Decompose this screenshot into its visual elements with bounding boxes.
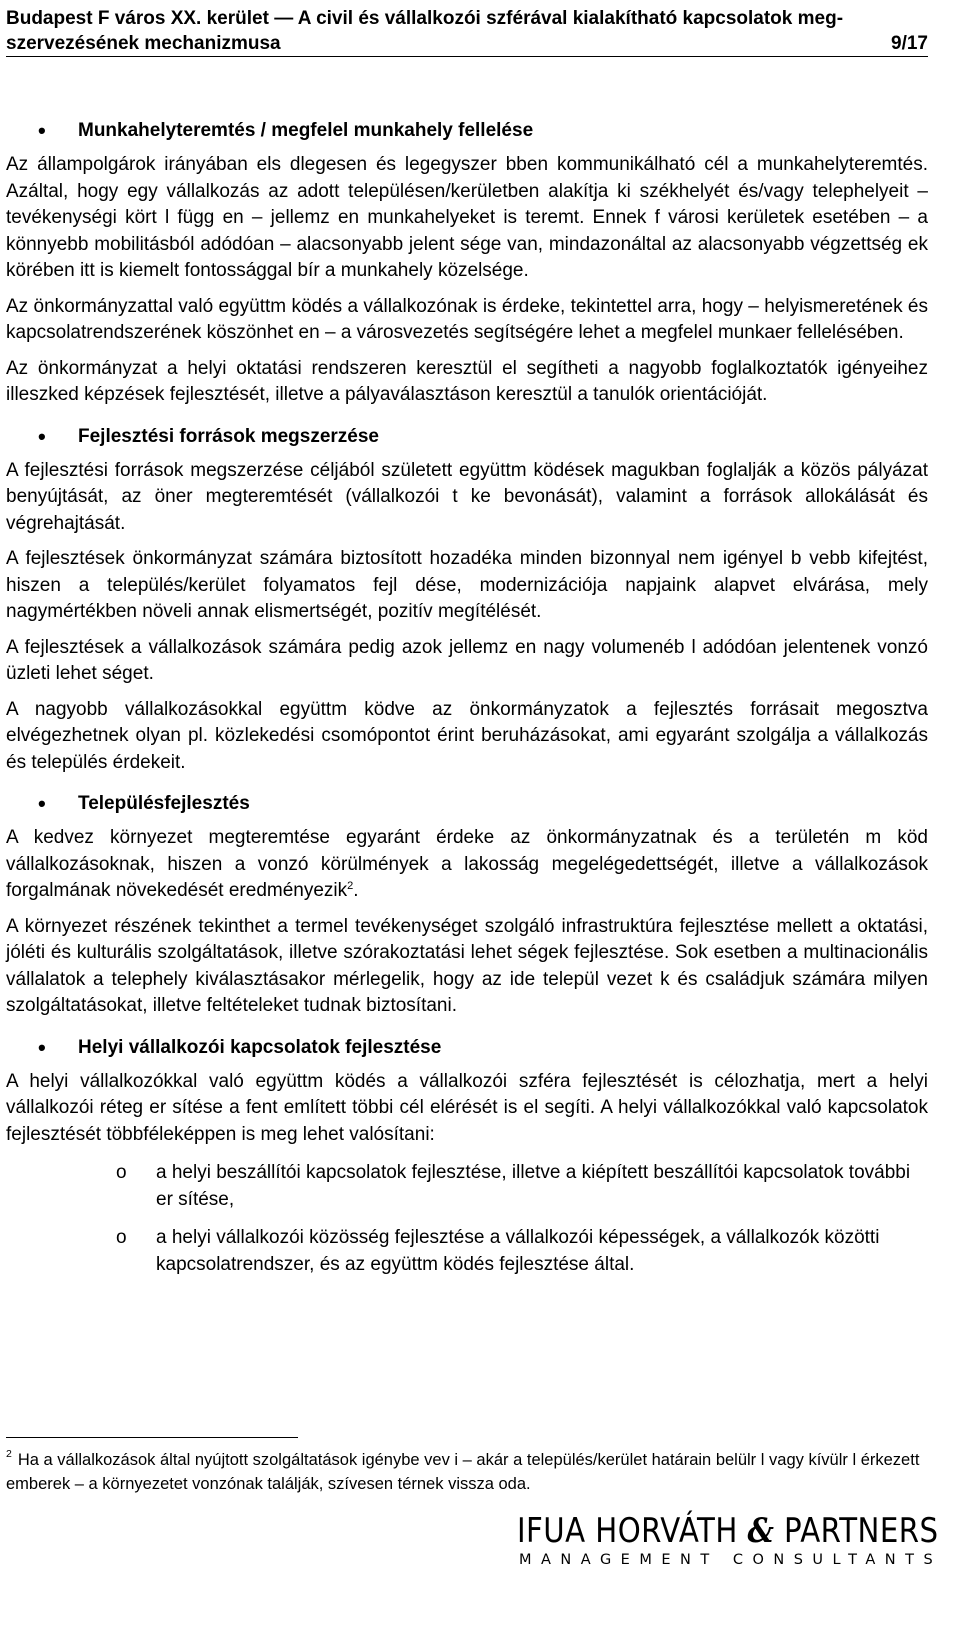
logo-ampersand: & (747, 1511, 775, 1551)
paragraph: A fejlesztések a vállalkozások számára pedig azok jellemz en nagy volumenéb l adódóan jelentenek vonzó üzleti lehet séget. (6, 636, 928, 684)
logo-name-part2: PARTNERS (774, 1511, 939, 1551)
page-number: 9/17 (891, 33, 928, 54)
section-heading (6, 423, 928, 451)
header-divider (6, 56, 928, 57)
section-heading-text: Munkahelyteremtés / megfelel munkahely fellelése (78, 120, 534, 141)
paragraph: Az önkormányzat a helyi oktatási rendszeren keresztül el segítheti a nagyobb foglalkoztatók igényeihez illeszked képzések fejlesztését, illetve a pályaválasztáson keresztül a tanulók orientációját. (6, 357, 928, 405)
paragraph: A fejlesztési források megszerzése céljából született együttm ködések magukban foglalják a közös pályázat benyújtását, az öner megteremtését (vállalkozói t ke bevonását), valamint a források allokálását és végrehajtását. (6, 459, 928, 534)
list-item (6, 1160, 928, 1213)
footnote-text: Ha a vállalkozások által nyújtott szolgáltatások igénybe vev i – akár a település/kerület határain belülr l vagy kívülr l érkezett emberek – a környezetet vonzónak találják, szívesen térnek vissza oda. (6, 1451, 920, 1493)
paragraph: A helyi vállalkozókkal való együttm ködés a vállalkozói szféra fejlesztését is célozhatja, mert a helyi vállalkozói réteg er sítése a fent említett többi cél elérését is el segíti. A helyi vállalkozókkal való kapcsolatok fejlesztését többféleképpen is meg lehet valósítani: (6, 1070, 928, 1145)
logo-name-part1: IFUA HORVÁTH (517, 1511, 748, 1551)
section-heading (6, 1034, 928, 1062)
paragraph: A környezet részének tekinthet a termel tevékenységet szolgáló infrastruktúra fejlesztése mellett a oktatási, jóléti és kulturális szolgáltatások, illetve szórakoztatási lehet ségek fejlesztése. Sok esetben a multinacionális vállalatok a telephely kiválasztásakor mérlegelik, hogy az ide települ vezet k és családjuk számára milyen szolgáltatásokat, illetve feltételeket tudnak biztosítani. (6, 915, 928, 1016)
logo-tagline: MANAGEMENT CONSULTANTS (519, 1552, 943, 1568)
section-heading (6, 117, 928, 145)
header-title-line2: szervezésének mechanizmusa (6, 33, 281, 54)
paragraph-end: . (353, 880, 359, 901)
paragraph: Az önkormányzattal való együttm ködés a vállalkozónak is érdeke, tekintettel arra, hogy – helyismeretének és kapcsolatrendszerének köszönhet en – a városvezetés segítségére lehet a megfelel munkaer fellelésében. (6, 295, 928, 343)
bullet-icon: • (38, 423, 46, 449)
list-item-text: a helyi vállalkozói közösség fejlesztése a vállalkozói képességek, a vállalkozók közötti kapcsolatrendszer, és az együttm ködés fejlesztése által. (156, 1227, 880, 1275)
bullet-icon: • (38, 791, 46, 816)
circle-bullet-icon: o (116, 1162, 127, 1183)
footnote-ref[interactable]: 2 (347, 880, 354, 892)
circle-bullet-icon: o (116, 1227, 127, 1248)
page-header (6, 6, 928, 56)
paragraph-text: A kedvez környezet megteremtése egyaránt érdeke az önkormányzatnak és a területén m köd vállalkozásoknak, hiszen a vonzó körülmények a lakosság megelégedettségét, illetve a vállalkozások forgalmának növekedését eredményezik (6, 827, 928, 901)
paragraph: A nagyobb vállalkozásokkal együttm ködve az önkormányzatok a fejlesztés forrásait megosztva elvégezhetnek olyan pl. közlekedési csomópontot érint beruházásokat, ami egyaránt szolgálja a vállalkozás és település érdekeit. (6, 698, 928, 773)
section-heading-text: Helyi vállalkozói kapcsolatok fejlesztése (78, 1036, 442, 1058)
section-heading (6, 790, 928, 818)
bullet-icon: • (38, 118, 46, 143)
company-logo (517, 1511, 943, 1622)
paragraph: A fejlesztések önkormányzat számára biztosított hozadéka minden bizonnyal nem igényel b vebb kifejtést, hiszen a település/kerület folyamatos fejl dése, modernizációja napjaink alapvet elvárása, mely nagymértékben növeli annak elismertségét, pozitív megítélését. (6, 548, 928, 622)
list-item (6, 1225, 928, 1278)
paragraph (6, 825, 928, 905)
footnote-divider (6, 1437, 298, 1438)
footnote-number: 2 (6, 1448, 12, 1460)
header-title-line1: Budapest F város XX. kerület — A civil és vállalkozói szférával kialakítható kapcsolatok meg- (6, 8, 844, 29)
paragraph: Az állampolgárok irányában els dlegesen és legegyszer bben kommunikálható cél a munkahelyteremtés. Azáltal, hogy egy vállalkozás az adott településen/kerületben alakítja ki székhelyét és/vagy telephelyeit – tevékenységi kört l függ en – jellemz en munkahelyeket is teremt. Ennek f városi kerületek esetében – a könnyebb mobilitásból adódóan – alacsonyabb jelent sége van, mindazonáltal az alacsonyabb végzettség ek körében itt is kiemelt fontossággal bír a munkahely közelsége. (6, 154, 928, 281)
bullet-icon: • (38, 1034, 46, 1060)
section-heading-text: Településfejlesztés (78, 793, 250, 814)
document-body (6, 117, 928, 1287)
section-heading-text: Fejlesztési források megszerzése (78, 425, 379, 447)
list-item-text: a helyi beszállítói kapcsolatok fejlesztése, illetve a kiépített beszállítói kapcsolatok további er sítése, (156, 1162, 911, 1210)
logo-wordmark (517, 1511, 939, 1551)
footnote (6, 1448, 921, 1496)
